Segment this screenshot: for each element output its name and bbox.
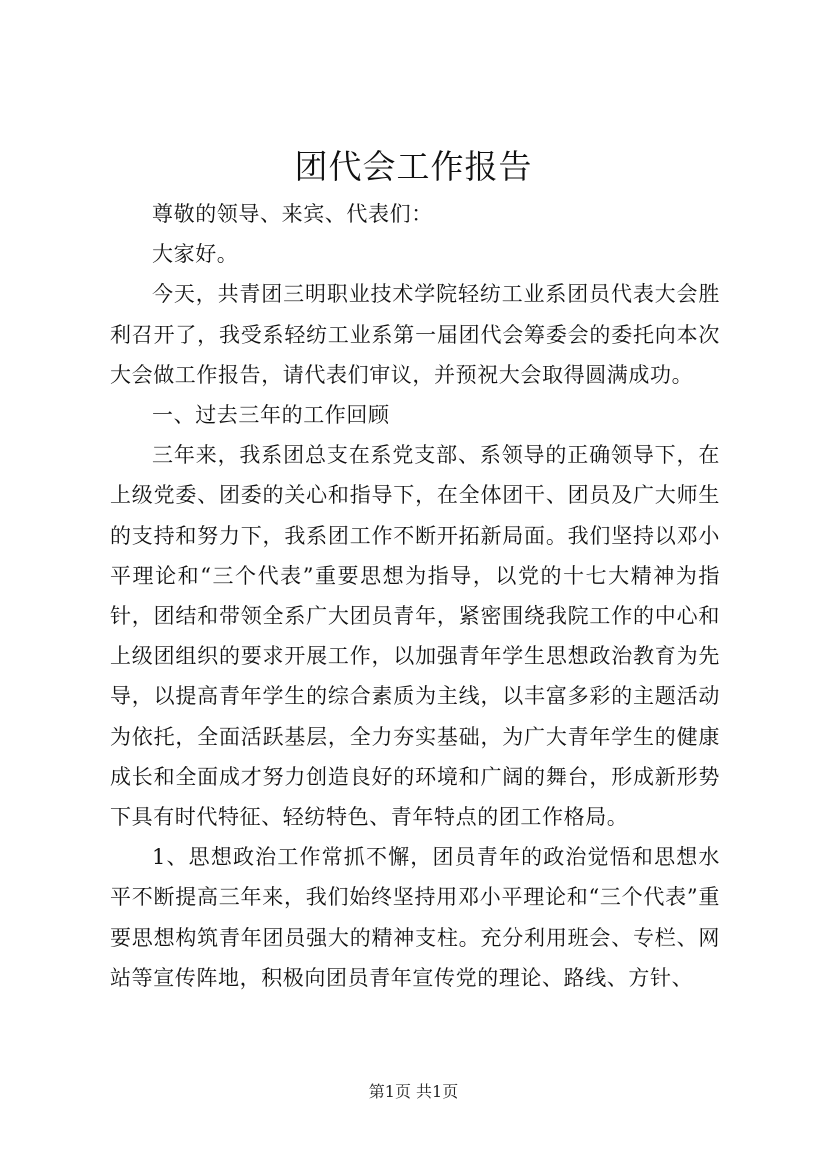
document-body — [110, 194, 720, 998]
paragraph-salutation: 尊敬的领导、来宾、代表们： — [152, 202, 433, 226]
page-number-footer: 第1页 共1页 — [368, 1082, 459, 1101]
paragraph-review: 三年来，我系团总支在系党支部、系领导的正确领导下，在上级党委、团委的关心和指导下，在全体团干、团员及广大师生的支持和努力下，我系团工作不断开拓新局面。我们坚持以邓小平理论和“三个代表”重要思想为指导，以党的十七大精神为指针，团结和带领全系广大团员青年，紧密围绕我院工作的中心和上级团组织的要求开展工作，以加强青年学生思想政治教育为先导，以提高青年学生的综合素质为主线，以丰富多彩的主题活动为依托，全面活跃基层，全力夯实基础，为广大青年学生的健康成长和全面成才努力创造良好的环境和广阔的舞台，形成新形势下具有时代特征、轻纺特色、青年特点的团工作格局。 — [110, 443, 720, 830]
paragraph-opening: 今天，共青团三明职业技术学院轻纺工业系团员代表大会胜利召开了，我受系轻纺工业系第一届团代会筹委会的委托向本次大会做工作报告，请代表们审议，并预祝大会取得圆满成功。 — [110, 282, 720, 387]
document-title: 团代会工作报告 — [294, 147, 533, 186]
paragraph-item-1: 1、思想政治工作常抓不懈，团员青年的政治觉悟和思想水平不断提高三年来，我们始终坚持用邓小平理论和“三个代表”重要思想构筑青年团员强大的精神支柱。充分利用班会、专栏、网站等宣传阵地，积极向团员青年宣传党的理论、路线、方针、 — [110, 845, 720, 990]
section-heading: 一、过去三年的工作回顾 — [152, 403, 390, 428]
paragraph-greeting: 大家好。 — [152, 242, 239, 267]
